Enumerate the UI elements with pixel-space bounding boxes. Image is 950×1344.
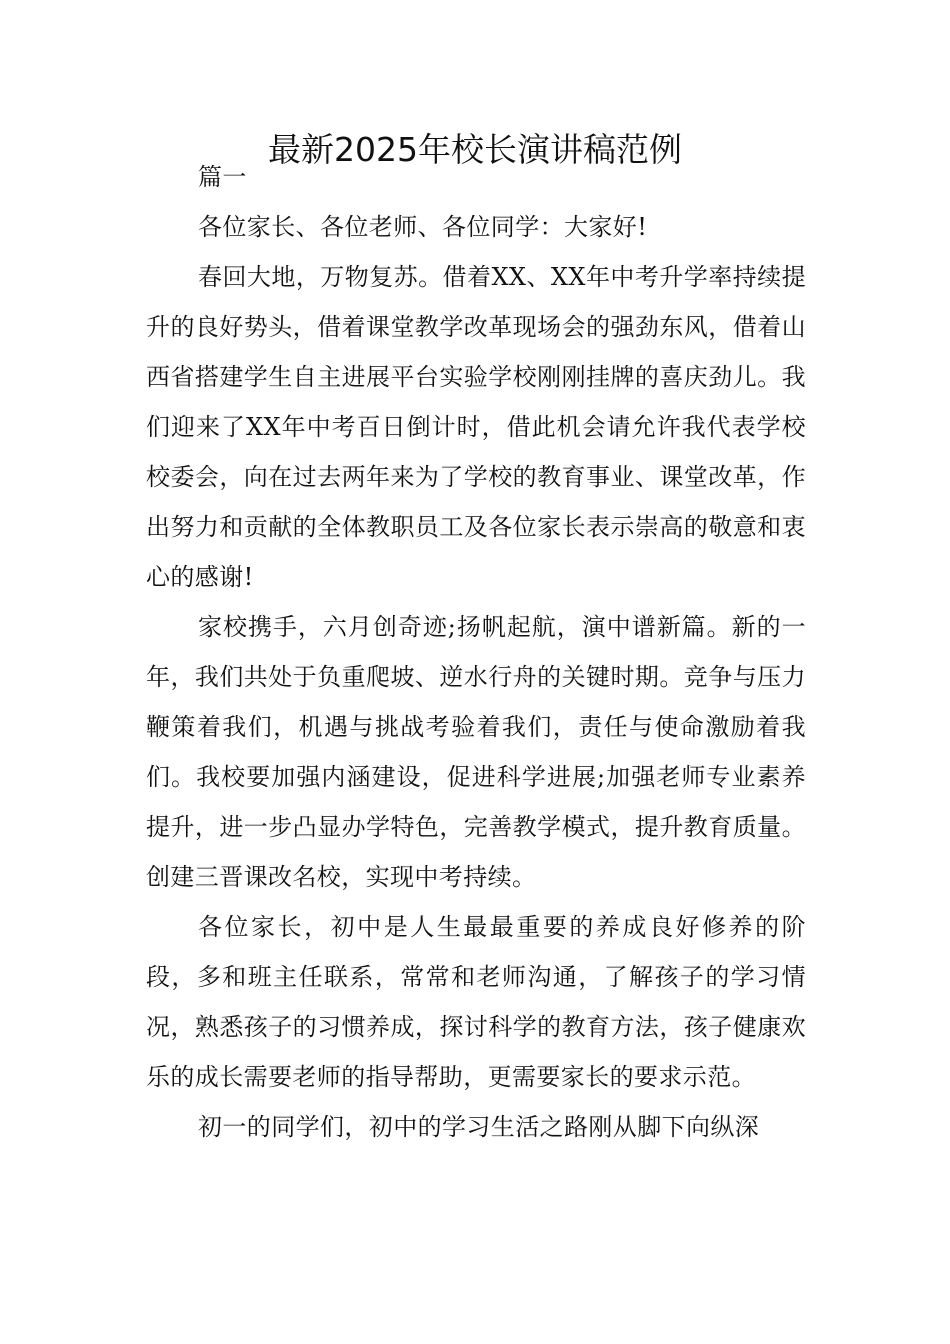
paragraph-parents: 各位家长，初中是人生最最重要的养成良好修养的阶段，多和班主任联系，常常和老师沟通，了解孩子的学习情况，熟悉孩子的习惯养成，探讨科学的教育方法，孩子健康欢乐的成长需要老师的指导帮助，更需要家长的要求示范。 bbox=[146, 913, 806, 1091]
document-title: 最新2025年校长演讲稿范例 bbox=[268, 130, 682, 169]
paragraph-students: 初一的同学们，初中的学习生活之路刚从脚下向纵深 bbox=[198, 1113, 760, 1141]
paragraph-home-school: 家校携手，六月创奇迹;扬帆起航，演中谱新篇。新的一年，我们共处于负重爬坡、逆水行舟的关键时期。竞争与压力鞭策着我们，机遇与挑战考验着我们，责任与使命激励着我们。我校要加强内涵建设，促进科学进展;加强老师专业素养提升，进一步凸显办学特色，完善教学模式，提升教育质量。创建三晋课改名校，实现中考持续。 bbox=[146, 613, 806, 891]
paragraph-greeting: 各位家长、各位老师、各位同学：大家好! bbox=[198, 213, 648, 241]
paragraph-spring: 春回大地，万物复苏。借着XX、XX年中考升学率持续提升的良好势头，借着课堂教学改革现场会的强劲东风，借着山西省搭建学生自主进展平台实验学校刚刚挂牌的喜庆劲儿。我们迎来了XX年中考百日倒计时，借此机会请允许我代表学校校委会，向在过去两年来为了学校的教育事业、课堂改革，作出努力和贡献的全体教职员工及各位家长表示崇高的敬意和衷心的感谢! bbox=[146, 263, 806, 591]
section-label: 篇一 bbox=[198, 163, 247, 191]
document-body bbox=[146, 152, 806, 1152]
